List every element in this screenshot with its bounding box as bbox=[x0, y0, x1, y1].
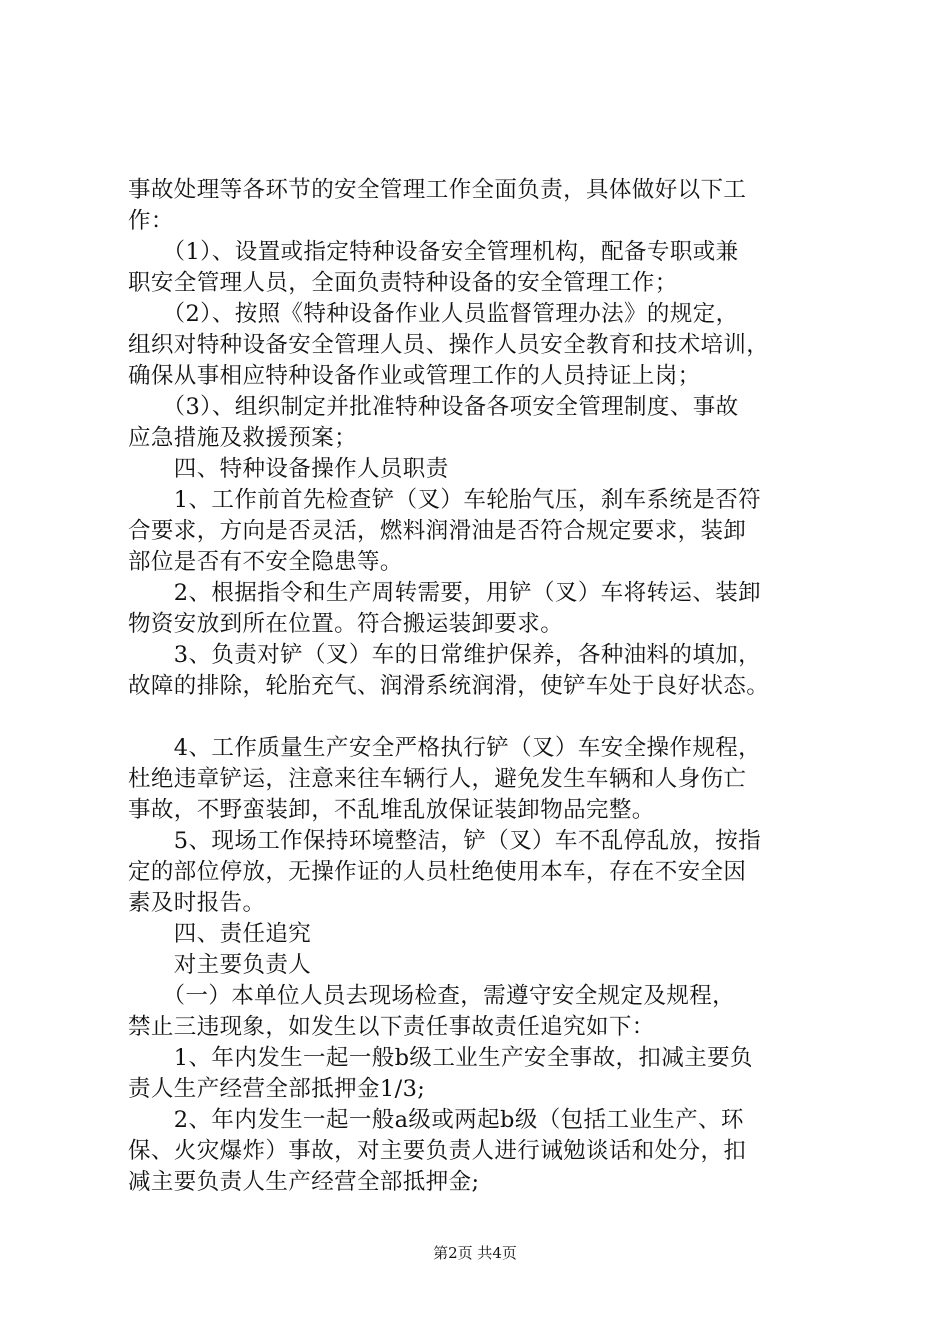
text-line: 事故处理等各环节的安全管理工作全面负责，具体做好以下工 bbox=[128, 177, 747, 203]
text-line: 作： bbox=[128, 208, 174, 234]
text-line: （2）、按照《特种设备作业人员监督管理办法》的规定， bbox=[128, 301, 739, 327]
text-line: 5、现场工作保持环境整洁，铲（叉）车不乱停乱放，按指 bbox=[128, 828, 762, 854]
section-heading: 四、特种设备操作人员职责 bbox=[128, 456, 449, 482]
text-line: 素及时报告。 bbox=[128, 890, 266, 916]
text-line: 1、年内发生一起一般b级工业生产安全事故，扣减主要负 bbox=[128, 1045, 753, 1071]
text-line: 责人生产经营全部抵押金1/3; bbox=[128, 1076, 426, 1102]
subsection-heading: 对主要负责人 bbox=[128, 952, 312, 978]
blank-line bbox=[128, 702, 858, 733]
text-line: 合要求，方向是否灵活，燃料润滑油是否符合规定要求，装卸 bbox=[128, 518, 747, 544]
text-line: 杜绝违章铲运，注意来往车辆行人，避免发生车辆和人身伤亡 bbox=[128, 766, 747, 792]
text-line: 故障的排除，轮胎充气、润滑系统润滑，使铲车处于良好状态。 bbox=[128, 673, 770, 699]
text-line: （一）本单位人员去现场检查，需遵守安全规定及规程， bbox=[128, 983, 736, 1009]
text-line: 1、工作前首先检查铲（叉）车轮胎气压，刹车系统是否符 bbox=[128, 487, 762, 513]
text-line: 确保从事相应特种设备作业或管理工作的人员持证上岗； bbox=[128, 363, 701, 389]
document-body bbox=[128, 175, 858, 1198]
text-line: 应急措施及救援预案； bbox=[128, 425, 358, 451]
text-line: （1）、设置或指定特种设备安全管理机构，配备专职或兼 bbox=[128, 239, 739, 265]
text-line: 禁止三违现象，如发生以下责任事故责任追究如下： bbox=[128, 1014, 655, 1040]
text-line: 保、火灾爆炸）事故，对主要负责人进行诫勉谈话和处分，扣 bbox=[128, 1138, 747, 1164]
text-line: 部位是否有不安全隐患等。 bbox=[128, 549, 403, 575]
text-line: 物资安放到所在位置。符合搬运装卸要求。 bbox=[128, 611, 564, 637]
text-line: 组织对特种设备安全管理人员、操作人员安全教育和技术培训， bbox=[128, 332, 770, 358]
text-line: 2、年内发生一起一般a级或两起b级（包括工业生产、环 bbox=[128, 1107, 744, 1133]
text-line: 减主要负责人生产经营全部抵押金; bbox=[128, 1169, 480, 1195]
text-line: 3、负责对铲（叉）车的日常维护保养，各种油料的填加， bbox=[128, 642, 762, 668]
text-line: 事故，不野蛮装卸，不乱堆乱放保证装卸物品完整。 bbox=[128, 797, 655, 823]
text-line: 4、工作质量生产安全严格执行铲（叉）车安全操作规程， bbox=[128, 735, 762, 761]
text-line: 定的部位停放，无操作证的人员杜绝使用本车，存在不安全因 bbox=[128, 859, 747, 885]
page-number-footer: 第2页 共4页 bbox=[433, 1244, 517, 1262]
section-heading: 四、责任追究 bbox=[128, 921, 312, 947]
text-line: 职安全管理人员，全面负责特种设备的安全管理工作； bbox=[128, 270, 678, 296]
text-line: （3）、组织制定并批准特种设备各项安全管理制度、事故 bbox=[128, 394, 739, 420]
text-line: 2、根据指令和生产周转需要，用铲（叉）车将转运、装卸 bbox=[128, 580, 762, 606]
